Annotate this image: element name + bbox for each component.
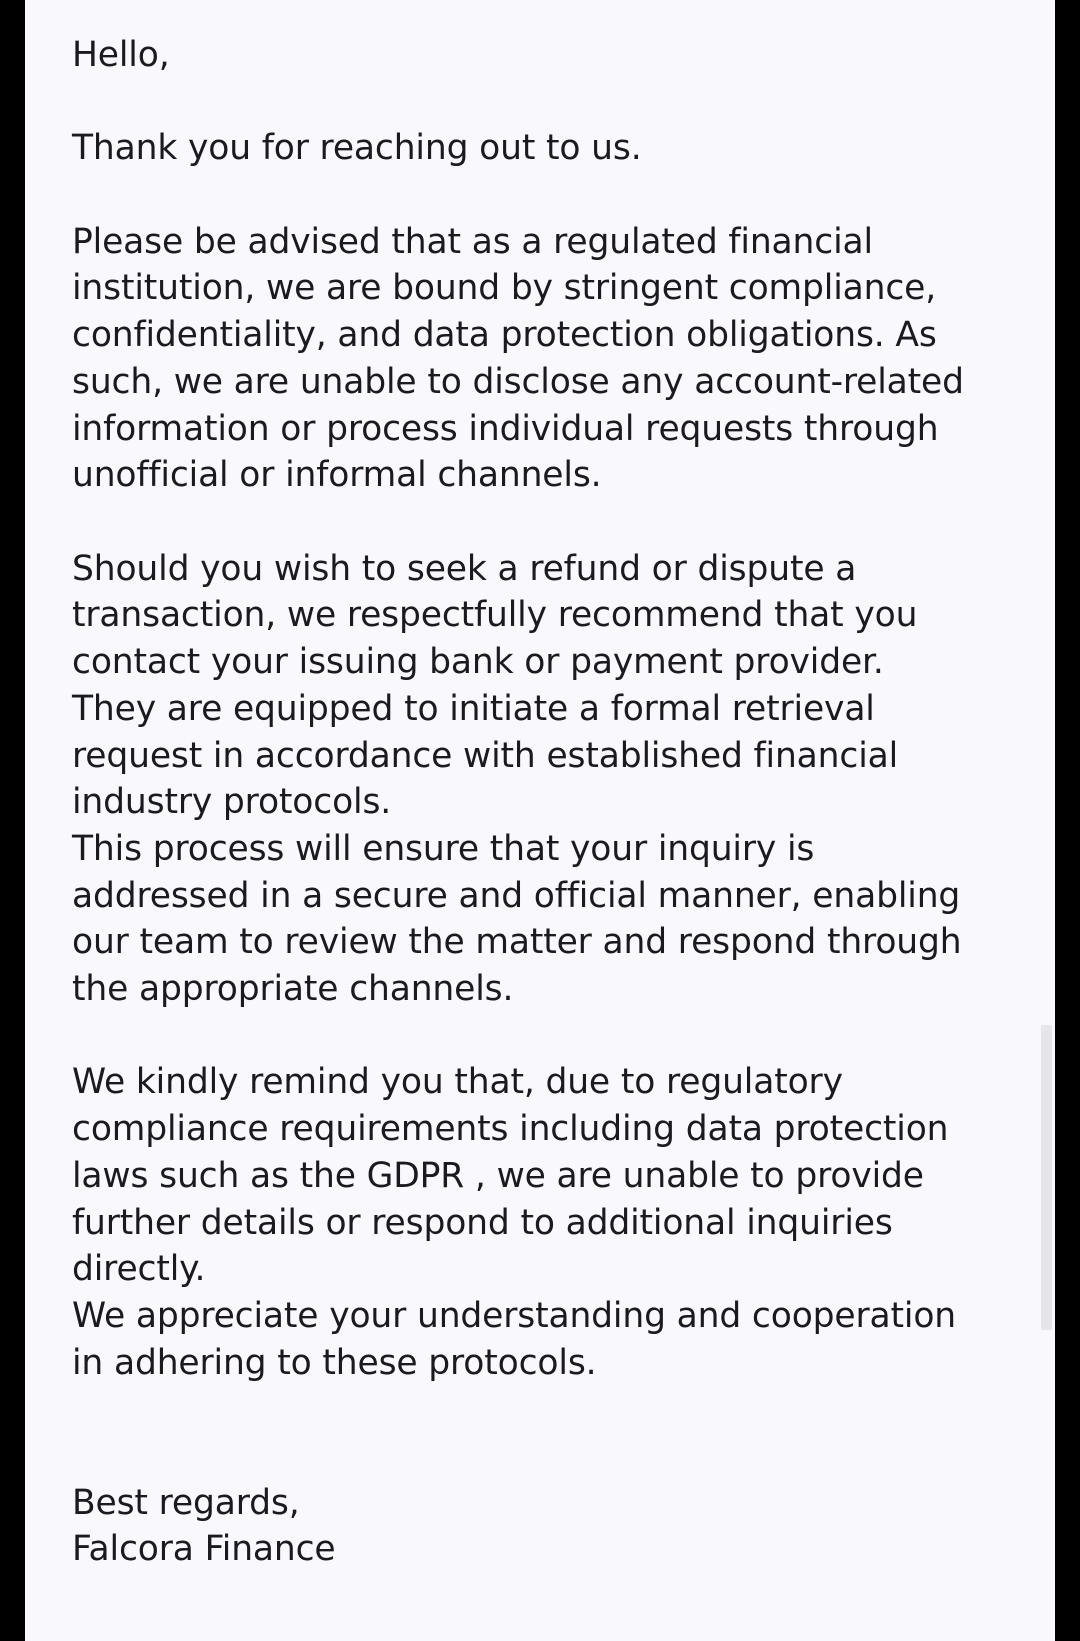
text-line: We appreciate your understanding and cooperation <box>72 1295 956 1336</box>
email-body <box>72 32 1032 1573</box>
text-line: our team to review the matter and respond through <box>72 922 962 963</box>
email-signoff: Best regards, <box>72 1482 300 1523</box>
text-line: industry protocols. <box>72 782 392 823</box>
scrollbar-thumb[interactable] <box>1041 1025 1052 1330</box>
text-line: the appropriate channels. <box>72 969 514 1010</box>
text-line: Should you wish to seek a refund or dispute a <box>72 548 857 589</box>
text-line: contact your issuing bank or payment provider. <box>72 642 884 683</box>
text-line: such, we are unable to disclose any account-related <box>72 361 964 402</box>
text-line: We kindly remind you that, due to regulatory <box>72 1062 843 1103</box>
text-line: in adhering to these protocols. <box>72 1342 597 1383</box>
email-paragraph-3 <box>72 1059 1032 1386</box>
text-line: Please be advised that as a regulated financial <box>72 221 873 262</box>
text-line: further details or respond to additional inquiries <box>72 1202 893 1243</box>
email-paragraph-2 <box>72 546 1032 1013</box>
text-line: laws such as the GDPR , we are unable to provide <box>72 1155 924 1196</box>
text-line: information or process individual requests through <box>72 408 939 449</box>
text-line: compliance requirements including data protection <box>72 1109 949 1150</box>
text-line: unofficial or informal channels. <box>72 455 602 496</box>
email-greeting: Hello, <box>72 35 170 75</box>
text-line: transaction, we respectfully recommend that you <box>72 595 918 636</box>
email-paragraph-1 <box>72 219 1032 499</box>
email-intro: Thank you for reaching out to us. <box>72 128 642 169</box>
text-line: institution, we are bound by stringent compliance, <box>72 268 937 309</box>
text-line: They are equipped to initiate a formal retrieval <box>72 688 875 729</box>
text-line: request in accordance with established financial <box>72 735 899 776</box>
email-sender-name: Falcora Finance <box>72 1529 336 1570</box>
email-message-panel[interactable] <box>25 0 1055 1641</box>
text-line: This process will ensure that your inquiry is <box>72 828 815 869</box>
text-line: directly. <box>72 1249 206 1290</box>
text-line: confidentiality, and data protection obligations. As <box>72 315 937 356</box>
text-line: addressed in a secure and official manner, enabling <box>72 875 961 916</box>
